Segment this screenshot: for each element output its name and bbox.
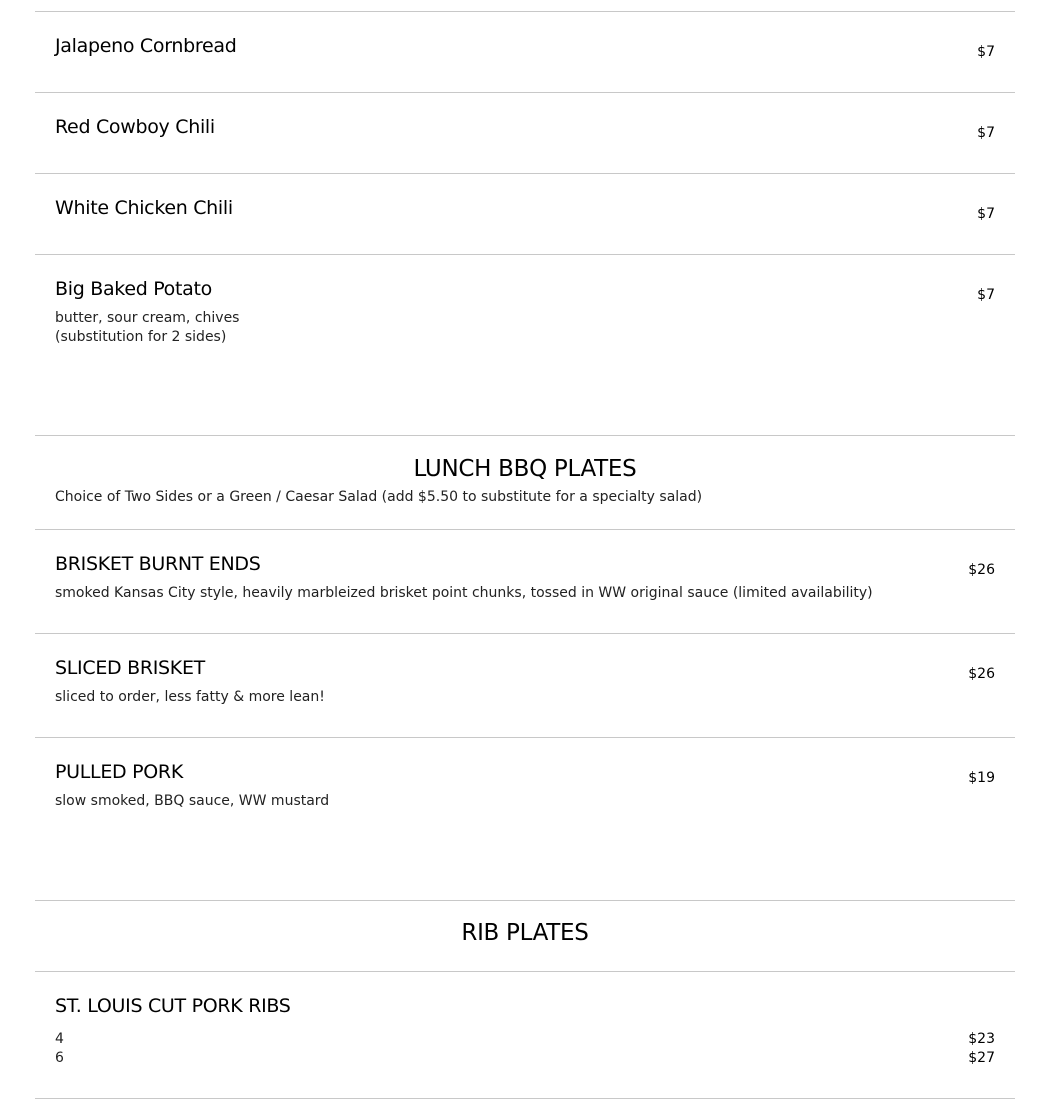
item-name: BRISKET BURNT ENDS <box>55 553 261 575</box>
item-description: butter, sour cream, chives <box>55 310 240 326</box>
section-title-rib: RIB PLATES <box>461 920 589 946</box>
divider <box>35 92 1015 93</box>
section-subtitle: Choice of Two Sides or a Green / Caesar Salad (add $5.50 to substitute for a specialty salad) <box>55 489 703 505</box>
divider <box>35 11 1015 12</box>
divider <box>35 1098 1015 1099</box>
item-price: $7 <box>977 206 995 222</box>
divider <box>35 633 1015 634</box>
item-name: ST. LOUIS CUT PORK RIBS <box>55 995 291 1017</box>
item-name: White Chicken Chili <box>55 197 233 219</box>
item-description: (substitution for 2 sides) <box>55 329 227 345</box>
item-name: Big Baked Potato <box>55 278 212 300</box>
option-quantity: 4 <box>55 1031 64 1047</box>
divider <box>35 435 1015 436</box>
option-price: $23 <box>968 1031 995 1047</box>
item-price: $7 <box>977 44 995 60</box>
item-description: smoked Kansas City style, heavily marbleized brisket point chunks, tossed in WW original sauce (limited availability) <box>55 585 873 601</box>
divider <box>35 971 1015 972</box>
item-price: $26 <box>968 666 995 682</box>
item-price: $7 <box>977 287 995 303</box>
divider <box>35 900 1015 901</box>
item-description: slow smoked, BBQ sauce, WW mustard <box>55 793 330 809</box>
item-name: Jalapeno Cornbread <box>55 35 237 57</box>
item-name: SLICED BRISKET <box>55 657 205 679</box>
divider <box>35 173 1015 174</box>
item-price: $26 <box>968 562 995 578</box>
divider <box>35 529 1015 530</box>
option-price: $27 <box>968 1050 995 1066</box>
item-description: sliced to order, less fatty & more lean! <box>55 689 325 705</box>
divider <box>35 737 1015 738</box>
item-price: $7 <box>977 125 995 141</box>
item-name: Red Cowboy Chili <box>55 116 215 138</box>
divider <box>35 254 1015 255</box>
item-name: PULLED PORK <box>55 761 183 783</box>
section-title-lunch: LUNCH BBQ PLATES <box>413 456 637 482</box>
option-quantity: 6 <box>55 1050 64 1066</box>
item-price: $19 <box>968 770 995 786</box>
